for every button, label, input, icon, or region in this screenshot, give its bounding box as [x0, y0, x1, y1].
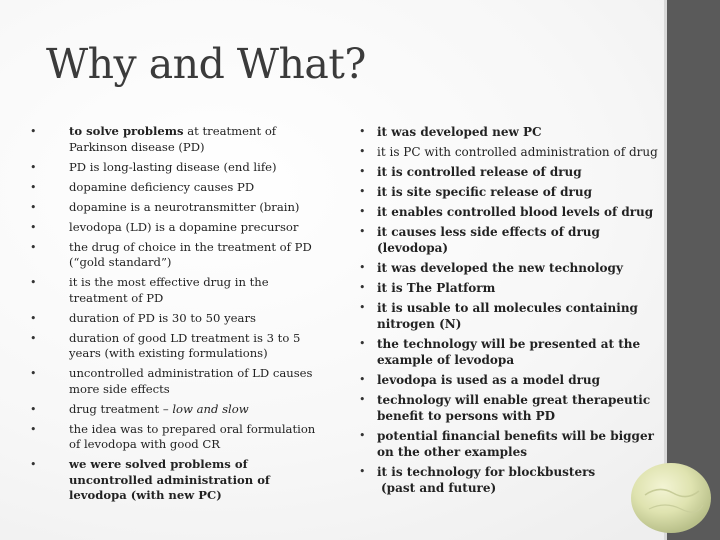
- bullet-icon: •: [30, 125, 37, 138]
- bullet-icon: •: [359, 185, 366, 198]
- list-item: [30, 275, 330, 306]
- list-item-bold: we were solved problems of uncontrolled administration of levodopa (with new PC): [69, 457, 270, 502]
- bullet-icon: •: [30, 422, 37, 436]
- list-item-bold: it is site specific release of drug: [377, 185, 592, 199]
- bullet-icon: •: [359, 429, 366, 442]
- list-item-text: dopamine is a neurotransmitter (brain): [69, 199, 300, 214]
- list-item-text: the drug of choice in the treatment of PD (“gold standard”): [69, 239, 312, 269]
- bullet-icon: •: [30, 367, 37, 380]
- list-item: [359, 144, 664, 160]
- bullet-icon: •: [359, 225, 366, 238]
- list-item-text: dopamine deficiency causes PD: [69, 179, 255, 194]
- list-item-italic: low and slow: [172, 401, 249, 416]
- list-item: [30, 366, 330, 397]
- bullet-icon: •: [30, 276, 37, 289]
- bullet-icon: •: [359, 125, 366, 138]
- tablet-image: [625, 455, 717, 537]
- list-item-text: it is PC with controlled administration of drug: [377, 145, 658, 159]
- bullet-icon: •: [359, 301, 366, 314]
- list-item: [359, 392, 664, 424]
- bullet-icon: •: [359, 205, 366, 218]
- list-item: [30, 240, 330, 271]
- list-item-bold: it is The Platform: [377, 281, 496, 295]
- bullet-icon: •: [359, 261, 366, 274]
- list-item-bold-continued: (past and future): [381, 481, 497, 495]
- bullet-icon: •: [30, 311, 37, 325]
- bullet-icon: •: [359, 393, 366, 406]
- bullet-icon: •: [30, 458, 37, 471]
- list-item-bold: it enables controlled blood levels of drug: [377, 205, 654, 219]
- bullet-icon: •: [359, 145, 366, 158]
- list-item-text: drug treatment –: [69, 401, 173, 416]
- list-item-bold: it was developed new PC: [377, 125, 542, 139]
- slide-title: Why and What?: [46, 40, 366, 88]
- bullet-icon: •: [359, 337, 366, 350]
- list-item: [359, 184, 664, 200]
- list-item: [30, 311, 330, 327]
- list-item: [30, 331, 330, 362]
- list-item-text: the idea was to prepared oral formulation of levodopa with good CR: [69, 421, 316, 451]
- list-item-bold: it is technology for blockbusters: [377, 465, 596, 479]
- bullet-icon: •: [359, 465, 366, 478]
- right-bullet-list: [359, 124, 664, 500]
- list-item: [30, 457, 330, 504]
- bullet-icon: •: [30, 160, 37, 174]
- list-item: [30, 200, 330, 216]
- list-item: [359, 164, 664, 180]
- list-item: [359, 260, 664, 276]
- list-item: [30, 180, 330, 196]
- list-item: [359, 464, 664, 496]
- bullet-icon: •: [30, 240, 37, 254]
- list-item-text: uncontrolled administration of LD causes more side effects: [69, 366, 313, 396]
- list-item: [30, 422, 330, 453]
- bullet-icon: •: [30, 200, 37, 214]
- left-bullet-list: [30, 124, 330, 508]
- bullet-icon: •: [30, 220, 37, 234]
- list-item-text: it is the most effective drug in the treatment of PD: [69, 275, 269, 305]
- list-item-text: duration of good LD treatment is 3 to 5 years (with existing formulations): [69, 330, 301, 360]
- bullet-icon: •: [30, 180, 37, 194]
- list-item: [30, 124, 330, 155]
- list-item-text: at treatment of Parkinson disease (PD): [69, 124, 277, 154]
- list-item: [359, 224, 664, 256]
- list-item-bold: levodopa is used as a model drug: [377, 373, 601, 387]
- list-item: [359, 428, 664, 460]
- bullet-icon: •: [359, 165, 366, 178]
- list-item: [30, 220, 330, 236]
- list-item-text: levodopa (LD) is a dopamine precursor: [69, 219, 299, 234]
- list-item: [359, 280, 664, 296]
- bullet-icon: •: [30, 331, 37, 345]
- list-item: [359, 204, 664, 220]
- list-item-text: PD is long-lasting disease (end life): [69, 159, 277, 174]
- list-item-bold: potential financial benefits will be bigger on the other examples: [377, 429, 654, 459]
- list-item-bold: to solve problems: [69, 124, 184, 138]
- bullet-icon: •: [359, 281, 366, 294]
- list-item-bold: it is controlled release of drug: [377, 165, 582, 179]
- bullet-icon: •: [30, 402, 37, 416]
- list-item: [359, 300, 664, 332]
- list-item-bold: it causes less side effects of drug (levodopa): [377, 225, 600, 255]
- list-item-bold: the technology will be presented at the example of levodopa: [377, 337, 641, 367]
- bullet-icon: •: [359, 373, 366, 386]
- list-item-bold: technology will enable great therapeutic benefit to persons with PD: [377, 393, 651, 423]
- list-item: [359, 372, 664, 388]
- list-item-text: duration of PD is 30 to 50 years: [69, 310, 256, 325]
- list-item-bold: it was developed the new technology: [377, 261, 623, 275]
- list-item-bold: it is usable to all molecules containing nitrogen (N): [377, 301, 638, 331]
- list-item: [30, 160, 330, 176]
- list-item: [30, 402, 330, 418]
- list-item: [359, 124, 664, 140]
- list-item: [359, 336, 664, 368]
